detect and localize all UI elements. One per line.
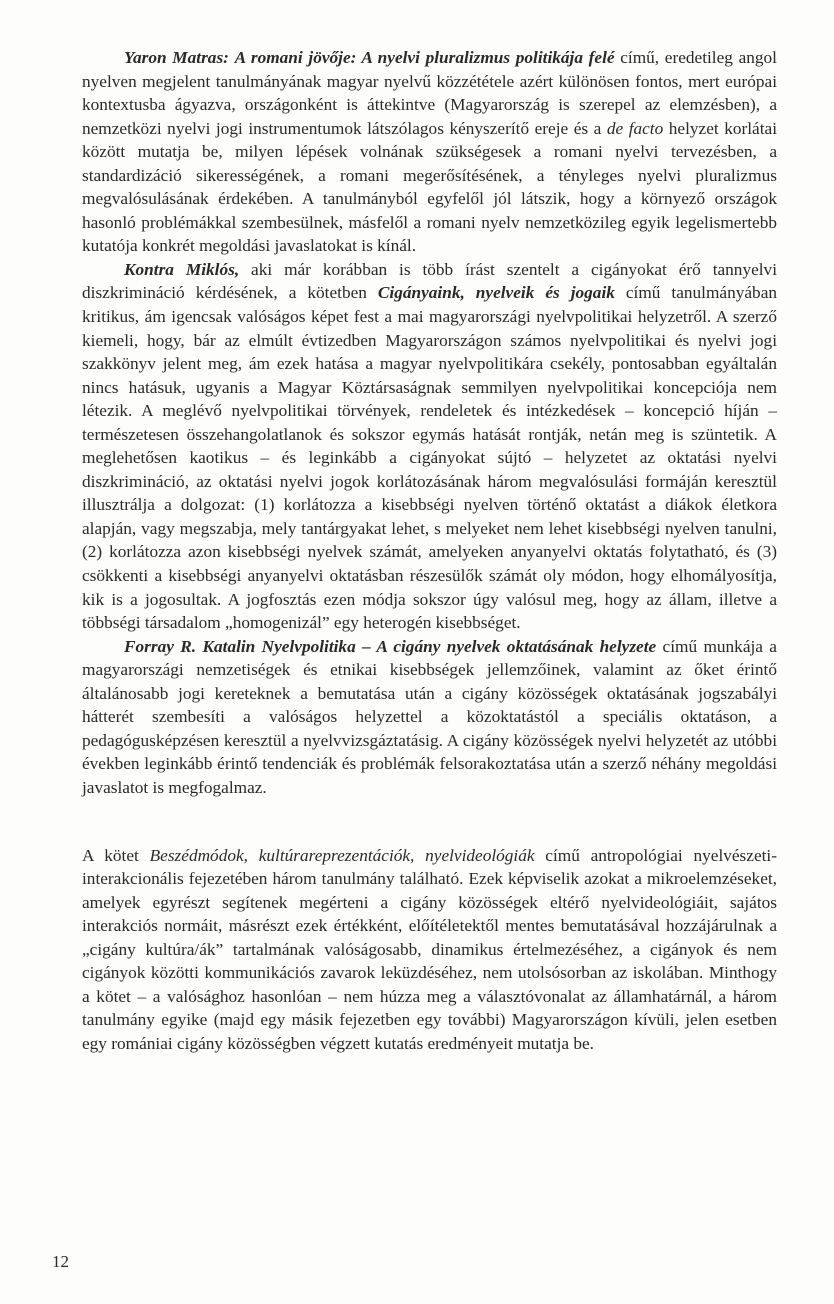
page-number: 12 xyxy=(52,1252,69,1271)
paragraph-text: aki már korábban is több írást szentelt a cigányokat érő tannyelvi diszkrimináció kérdésének, a kötetben xyxy=(82,259,778,303)
paragraph-text: helyzet korlátai között mutatja be, milyen lépések volnának szükségesek a romani nyelvi tervezésben, a standardizáció sikerességének, a romani megerősítésének, a tényleges nyelvi pluralizmus megvalósulásának érdekében. A tanulmányból egyfelől jól látszik, hogy a környező országok hasonló problémákkal szembesülnek, másfelől a romani nyelv nemzetközileg egyik legelismertebb kutatója konkrét megoldási javaslatokat is kínál. xyxy=(82,118,778,256)
paragraph-forray xyxy=(82,635,777,800)
work-title: Nyelvpolitika – A cigány nyelvek oktatásának helyzete xyxy=(261,636,657,656)
paragraph-kontra xyxy=(82,258,777,635)
paragraph-text: című, eredetileg angol nyelven megjelent tanulmányának magyar nyelvű közzététele azért különösen fontos, mert európai kontextusba ágyazva, országonként is áttekintve (Magyarország is szerepel az elemzésben), a nemzetközi nyelvi jogi instrumentumok látszólagos kényszerítő ereje és a xyxy=(82,48,777,138)
body-text xyxy=(82,46,777,1055)
paragraph-text: című tanulmányában kritikus, ám igencsak valóságos képet fest a mai magyarországi nyelvpolitikai helyzetről. A szerző kiemeli, hogy, bár az elmúlt évtizedben Magyarországon számos nyelvpolitikai és nyelvi jogi szakkönyv jelent meg, ám ezek hatása a magyar nyelvpolitikára csekély, pontosabban egyáltalán nincs hatásuk, ugyanis a Magyar Köztársaságnak semmilyen nyelvpolitikai koncepciója nem létezik. A meglévő nyelvpolitikai törvények, rendeletek és intézkedések – koncepció híján – természetesen összehangolatlanok és sokszor egymás hatását rontják, netán meg is szüntetik. A meglehetősen kaotikus – és leginkább a cigányokat sújtó – helyzetet az oktatási nyelvi diszkrimináció, az oktatási nyelvi jogok korlátozásának három megvalósulási formáján keresztül illusztrálja a dolgozat: (1) korlátozza a kisebbségi nyelven történő oktatást a diákok életkora alapján, vagy megszabja, mely tantárgyakat lehet, s melyeket nem lehet kisebbségi nyelven tanulni, (2) korlátozza azon kisebbségi nyelvek számát, amelyeken anyanyelvi oktatás folytatható, és (3) csökkenti a kisebbségi anyanyelvi oktatásban részesülők számát oly módon, hogy elhomályosítja, kik is a jogosultak. A jogfosztás ezen módja sokszor úgy valósul meg, hogy az állam, illetve a többségi társadalom „homogenizál” egy heterogén kisebbséget. xyxy=(82,283,778,633)
chapter-title: Beszédmódok, kultúrareprezentációk, nyelvideológiák xyxy=(149,845,535,865)
paragraph-gap xyxy=(82,800,777,844)
paragraph-matras xyxy=(82,46,777,258)
paragraph-text: című antropológiai nyelvészeti-interakcionális fejezetében három tanulmány található. Ezek képviselik azokat a mikroelemzéseket, amelyek egyrészt segítenek megérteni a cigány közösségek eltérő nyelvideológiáit, sajátos interakciós normáit, másrészt ezek értékként, előítéletektől mentes bemutatásával hozzájárulnak a „cigány kultúra/ák” tartalmának valóságosabb, dinamikus értelmezéséhez, a cigányok és nem cigányok közötti kommunikációs zavarok leküzdéséhez, nem utolsósorban az iskolában. Minthogy a kötet – a valósághoz hasonlóan – nem húzza meg a választóvonalat az államhatárnál, a három tanulmány egyike (majd egy másik fejezetben egy további) Magyarországon kívüli, jelen esetben egy romániai cigány közösségben végzett kutatás eredményeit mutatja be. xyxy=(82,845,777,1053)
author-name: Kontra Miklós, xyxy=(124,259,240,279)
work-title: Cigányaink, nyelveik és jogaik xyxy=(377,283,615,303)
author-name: Forray R. Katalin xyxy=(124,636,256,656)
italic-phrase: de facto xyxy=(606,118,664,138)
paragraph-text: című munkája a magyarországi nemzetiségek és etnikai kisebbségek jellemzőinek, valamint az őket érintő általánosabb jogi kereteknek a bemutatása után a cigány közösségek oktatásának jogszabályi hátterét szembesíti a valóságos helyzettel a közoktatástól a speciális oktatáson, a pedagógusképzésen keresztül a nyelvvizsgáztatásig. A cigány közösségek nyelvi helyzetét az utóbbi években leginkább érintő tendenciák és problémák felsorakoztatása után a szerző néhány megoldási javaslatot is megfogalmaz. xyxy=(82,636,777,797)
work-title: A romani jövője: A nyelvi pluralizmus politikája felé xyxy=(234,48,615,67)
author-name: Yaron Matras: xyxy=(124,48,229,67)
paragraph-chapter-intro xyxy=(82,844,777,1056)
paragraph-text: A kötet xyxy=(82,845,150,865)
